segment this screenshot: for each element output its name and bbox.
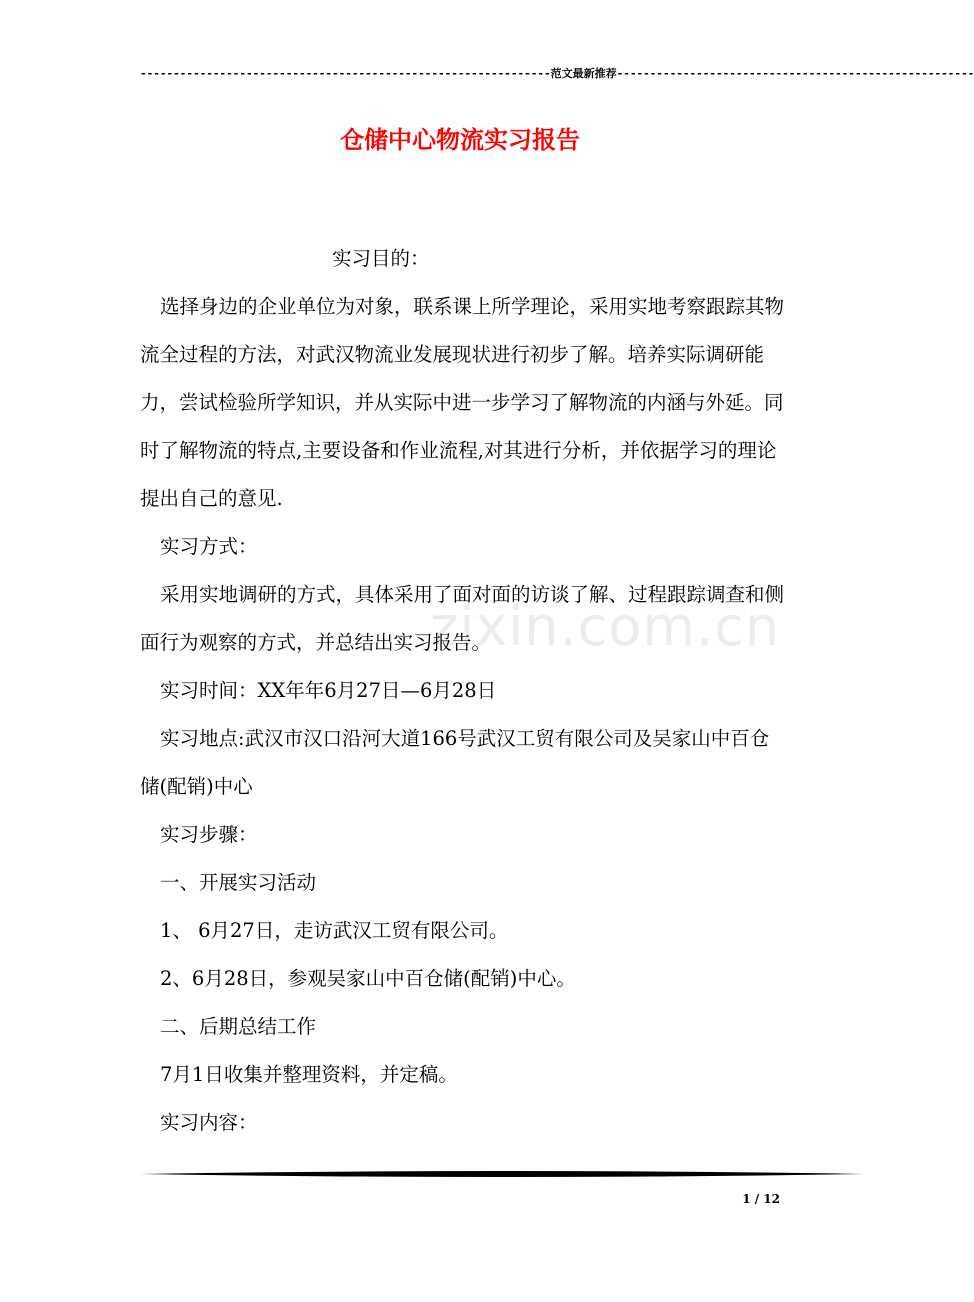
step-2-item-1: 7月1日收集并整理资料，并定稿。 — [160, 1063, 458, 1086]
heading-method: 实习方式： — [160, 535, 258, 558]
paragraph-method-text: 采用实地调研的方式，具体采用了面对面的访谈了解、过程跟踪调查和侧面行为观察的方式，并总结出实习报告。 — [140, 583, 785, 654]
paragraph-time: 实习时间：XX年年6月27日—6月28日 — [160, 679, 497, 702]
paragraph-purpose-text: 选择身边的企业单位为对象，联系课上所学理论，采用实地考察跟踪其物流全过程的方法，对武汉物流业发展现状进行初步了解。培养实际调研能力，尝试检验所学知识，并从实际中进一步学习了解物流的内涵与外延。同时了解物流的特点,主要设备和作业流程,对其进行分析，并依据学习的理论提出自己的意见. — [140, 295, 785, 510]
document-body — [140, 235, 785, 1147]
header-label: 范文最新推荐 — [550, 67, 617, 80]
step-1-item-2: 2、6月28日，参观吴家山中百仓储(配销)中心。 — [160, 967, 576, 990]
heading-content: 实习内容： — [160, 1111, 258, 1134]
header-dashes-right: ------------------------------------------------------ — [616, 67, 974, 80]
heading-purpose: 实习目的： — [332, 247, 430, 270]
page-number: 1 / 12 — [742, 1192, 780, 1206]
document-title: 仓储中心物流实习报告 — [340, 125, 580, 154]
paragraph-location: 实习地点:武汉市汉口沿河大道166号武汉工贸有限公司及吴家山中百仓储(配销)中心 — [140, 727, 770, 798]
step-1-item-1: 1、 6月27日，走访武汉工贸有限公司。 — [160, 919, 509, 942]
page-header — [140, 67, 974, 81]
footer-divider — [140, 1168, 864, 1180]
step-1-heading: 一、开展实习活动 — [160, 871, 317, 894]
header-dashes-left: -------------------------------------------------------------- — [140, 67, 551, 80]
watermark: zixin.com.cn — [430, 595, 781, 658]
heading-steps: 实习步骤： — [160, 823, 258, 846]
step-2-heading: 二、后期总结工作 — [160, 1015, 317, 1038]
